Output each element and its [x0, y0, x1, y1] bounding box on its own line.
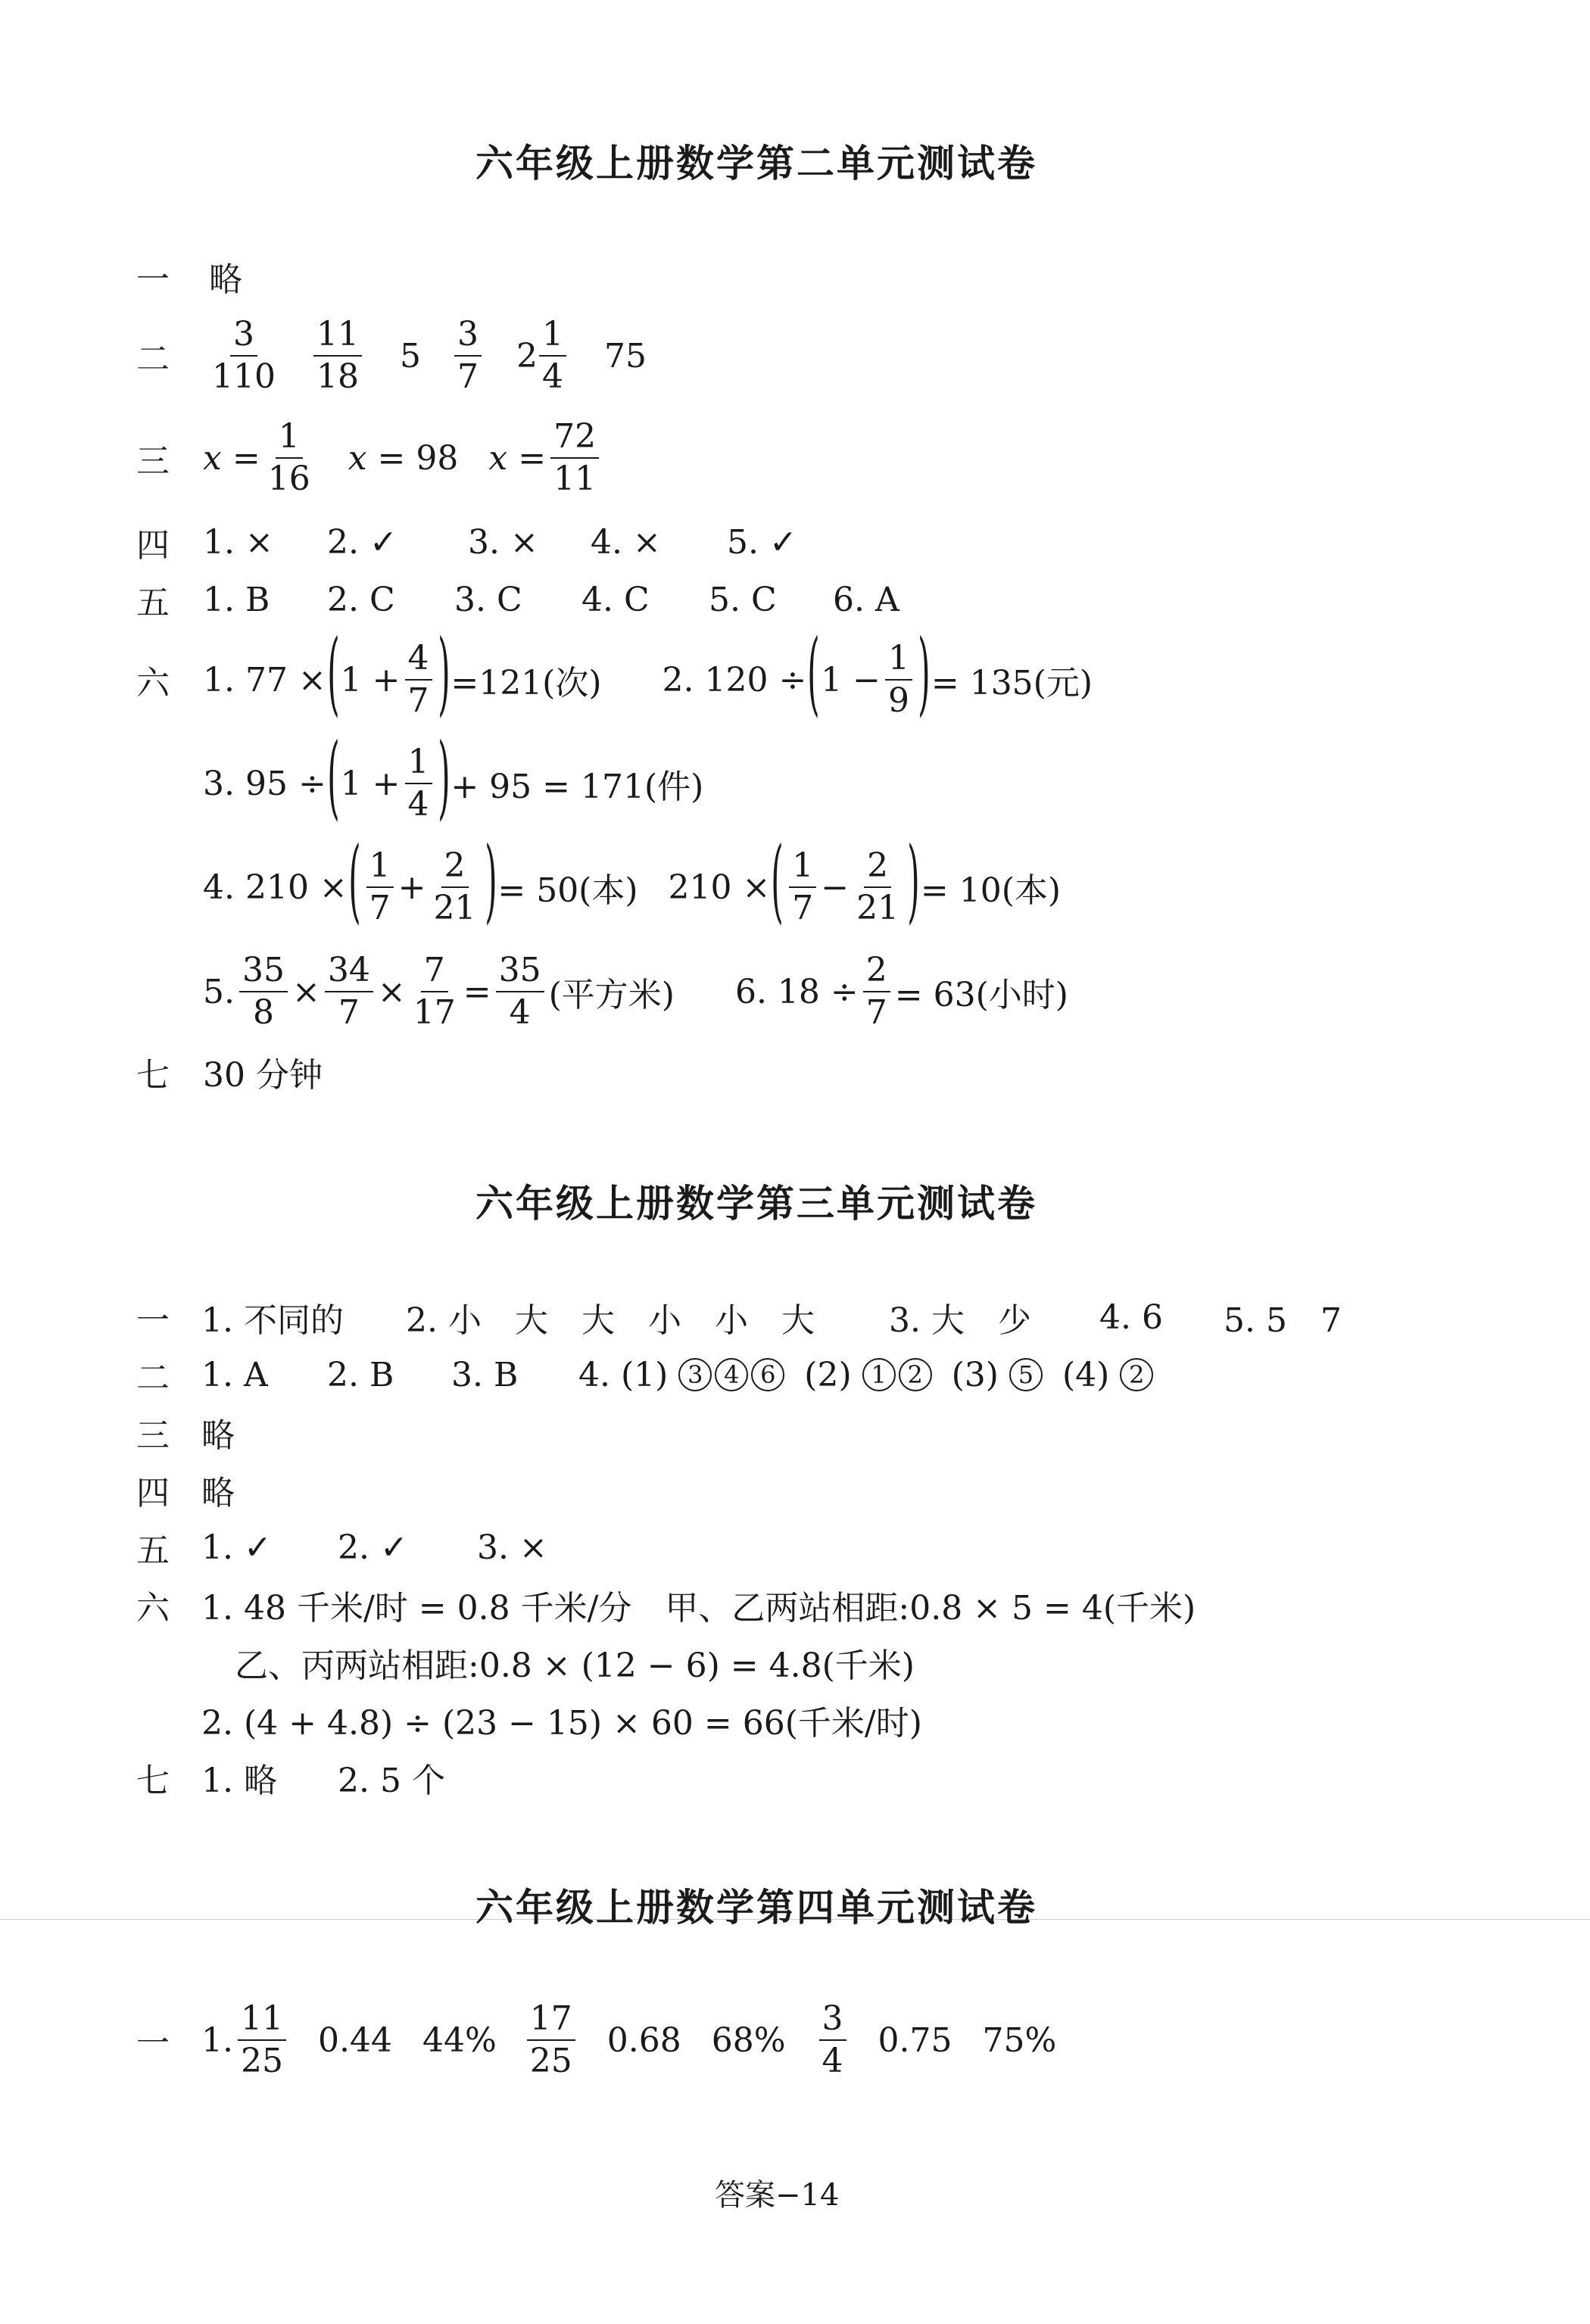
u3-q3	[136, 1410, 235, 1455]
answer-item: 2. ✓	[338, 1528, 408, 1567]
fraction: $\frac{3}{110}$	[212, 315, 276, 396]
fraction: $\frac{1}{4}$	[405, 746, 432, 821]
answer-item: 4. ×	[591, 522, 661, 562]
u3-q6-text: 1. 48 千米/时 = 0.8 千米/分 甲、乙两站相距:0.8 × 5 = 4(千米)	[201, 1589, 1196, 1628]
fraction: $\frac{1}{7}$	[366, 849, 394, 925]
answer-item: 1. 不同的	[201, 1301, 344, 1340]
fraction: $\frac{3}{4}$	[819, 2002, 846, 2078]
answer-item: 5. C	[709, 580, 777, 619]
fraction: $\frac{11}{25}$	[238, 2002, 286, 2078]
value: 5	[399, 336, 421, 375]
answer-item: 4. (1) 3 4 6 (2) 1 2 (3) 5 (4) 2	[578, 1356, 1156, 1394]
answer-item: 2. C	[327, 580, 395, 619]
u3-q7-label: 七	[136, 1762, 170, 1800]
u2-q7	[136, 1049, 323, 1095]
u3-q3-text: 略	[201, 1416, 235, 1455]
u3-q2-label: 二	[136, 1359, 170, 1397]
fraction: $\frac{2}{21}$	[856, 846, 899, 927]
u2-q2-label: 二	[136, 340, 170, 379]
u2-q7-label: 七	[136, 1056, 170, 1095]
fraction: $\frac{72}{11}$	[550, 420, 599, 496]
answer-item: 2. B	[327, 1355, 394, 1394]
page-footer: 答案−14	[715, 2178, 840, 2213]
answer-item: 4. 6	[1099, 1298, 1163, 1337]
u3-q6-text: 2. (4 + 4.8) ÷ (23 − 15) × 60 = 66(千米/时)	[201, 1704, 922, 1743]
fraction: $\frac{2}{21}$	[433, 846, 476, 927]
u2-q6-label: 六	[136, 664, 170, 702]
fraction: $\frac{7}{17}$	[413, 951, 456, 1032]
u2-q6-line4: 4. 210 × ( $\frac{1}{7}$ + $\frac{2}{21}$ ) = 50(本) 210 × ( $\frac{1}{7}$ − $\frac{2}{21}$ ) = 10(本)	[203, 828, 1062, 933]
answer-item: 5. 5 7	[1224, 1301, 1342, 1340]
answer-item: 4. C	[581, 580, 650, 619]
u3-q6-line2	[235, 1640, 915, 1685]
u3-q6-line3	[201, 1697, 922, 1743]
u3-q6-line1	[136, 1582, 1196, 1628]
u2-q1-text: 略	[209, 260, 242, 299]
u3-q4	[136, 1467, 235, 1512]
answer-item: 1. B	[203, 580, 270, 619]
answer-item: 3. B	[451, 1355, 519, 1394]
u2-q1	[136, 254, 242, 299]
fraction: $\frac{35}{4}$	[496, 954, 544, 1030]
fraction: $\frac{35}{8}$	[239, 954, 288, 1030]
u2-q6-line5: 5. $\frac{35}{8}$ × $\frac{34}{7}$ × $\frac{7}{17}$ = $\frac{35}{4}$ (平方米) 6. 18 ÷ $\frac{2}{7}$ = 63(小时)	[203, 951, 1068, 1032]
fraction: $\frac{1}{16}$	[267, 417, 310, 498]
u3-q4-label: 四	[136, 1474, 170, 1512]
u2-q7-text: 30 分钟	[203, 1056, 323, 1095]
fraction: $\frac{17}{25}$	[527, 2002, 575, 2078]
u4-q1: 一 1. $\frac{11}{25}$ 0.44 44% $\frac{17}{25}$ 0.68 68% $\frac{3}{4}$ 0.75 75%	[136, 1999, 1057, 2080]
u2-q4-label: 四	[136, 526, 170, 565]
fraction: $\frac{1}{7}$	[789, 849, 816, 925]
u3-q6-text: 乙、丙两站相距:0.8 × (12 − 6) = 4.8(千米)	[235, 1646, 915, 1685]
answer-item: 1. 略	[201, 1762, 277, 1800]
fraction: $\frac{1}{9}$	[885, 642, 912, 718]
fraction: $\frac{1}{4}$	[539, 318, 566, 394]
answer-item: 3. 大 少	[889, 1301, 1031, 1340]
unit4-title: 六年级上册数学第四单元测试卷	[475, 1886, 1037, 1930]
mixed-whole: 2	[516, 336, 538, 375]
answer-item: 5. ✓	[727, 522, 797, 562]
u4-q1-label: 一	[136, 2024, 170, 2063]
u3-q3-label: 三	[136, 1416, 170, 1455]
answer-item: 2. 5 个	[338, 1762, 445, 1800]
u2-q3-label: 三	[136, 442, 170, 481]
answer-item: 3. ×	[468, 522, 538, 562]
u2-q2	[136, 315, 647, 396]
u3-q1-label: 一	[136, 1301, 170, 1340]
answer-item: 3. ×	[477, 1528, 547, 1567]
answer-item: 2. 小 大 大 小 小 大	[406, 1301, 815, 1340]
fraction: $\frac{3}{7}$	[454, 318, 482, 394]
answer-item: 1. ×	[203, 522, 273, 562]
u2-q5-label: 五	[136, 584, 170, 622]
unit3-title: 六年级上册数学第三单元测试卷	[475, 1182, 1037, 1226]
fraction: $\frac{11}{18}$	[313, 318, 362, 394]
answer-item: 1. A	[201, 1355, 268, 1394]
u2-q6-line1: 六 1. 77 × ( 1 + $\frac{4}{7}$ ) =121(次) 2. 120 ÷ ( 1 − $\frac{1}{9}$ ) = 135(元)	[136, 621, 1093, 726]
fraction: $\frac{4}{7}$	[405, 642, 432, 718]
u3-q5-label: 五	[136, 1531, 170, 1570]
value: 75	[603, 336, 647, 375]
u2-q3: 三 x = $\frac{1}{16}$ x = 98 x = $\frac{72}{11}$	[136, 435, 603, 481]
u2-q1-label: 一	[136, 260, 170, 299]
u3-q4-text: 略	[201, 1474, 235, 1512]
answer-item: 2. ✓	[327, 522, 398, 562]
u2-q6-line3: 3. 95 ÷ ( 1 + $\frac{1}{4}$ ) + 95 = 171(件)	[203, 724, 704, 830]
answer-item: 6. A	[833, 580, 899, 619]
unit2-title: 六年级上册数学第二单元测试卷	[475, 142, 1037, 185]
answer-item: 3. C	[454, 580, 522, 619]
fraction: $\frac{34}{7}$	[325, 954, 373, 1030]
answer-item: 1. ✓	[201, 1528, 272, 1567]
u3-q6-label: 六	[136, 1589, 170, 1628]
fraction: $\frac{2}{7}$	[863, 954, 890, 1030]
